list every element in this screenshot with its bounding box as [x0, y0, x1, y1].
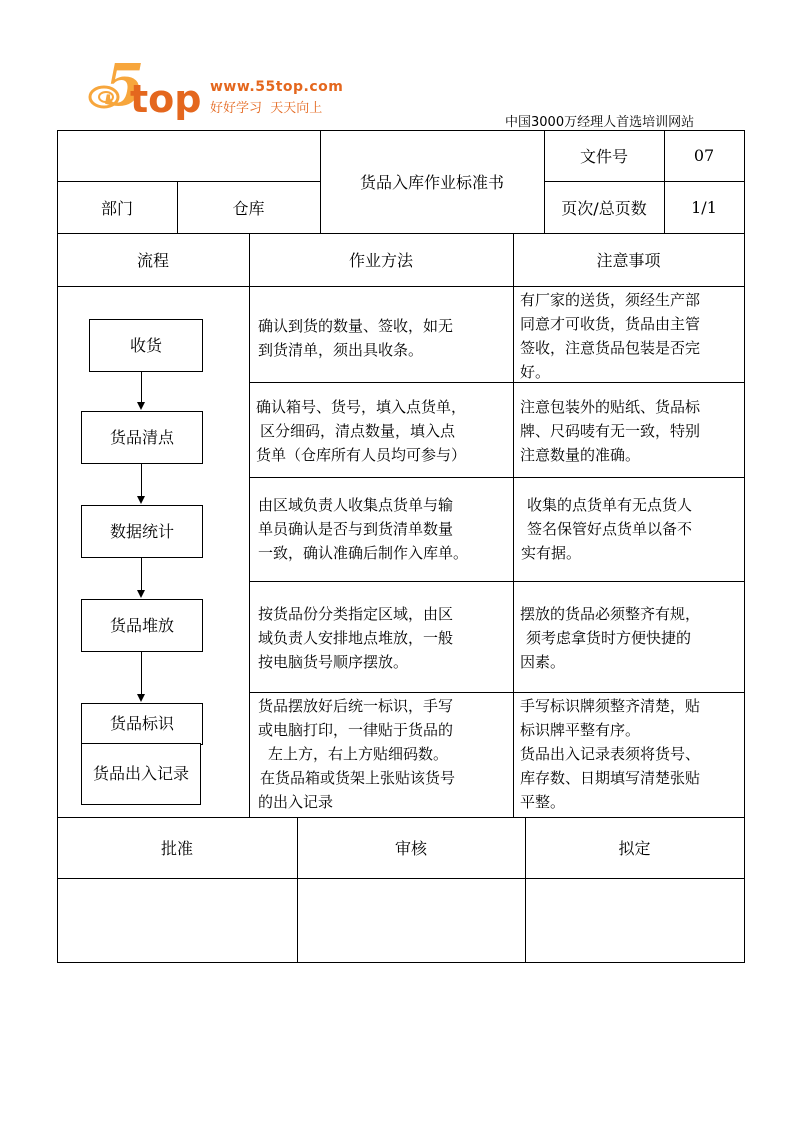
- flow-arrow: [141, 463, 142, 497]
- flow-arrow: [141, 557, 142, 591]
- draft-signature-field[interactable]: [526, 879, 744, 962]
- review-label: 审核: [394, 839, 427, 858]
- logo: [88, 51, 358, 125]
- page-value: 1/1: [691, 197, 717, 217]
- file-no-label: 文件号: [579, 147, 628, 166]
- flow-arrow-head: [137, 694, 145, 702]
- site-tagline: 中国3000万经理人首选培训网站: [505, 115, 695, 130]
- flow-arrow-head: [137, 402, 145, 410]
- flow-step: 收货: [89, 319, 203, 372]
- dept-label: 部门: [100, 198, 133, 218]
- flow-arrow: [141, 371, 142, 403]
- flow-step: 货品堆放: [81, 599, 203, 652]
- approve-label: 批准: [160, 839, 193, 858]
- notes-cell: 有厂家的送货，须经生产部 同意才可收货，货品由主管 签收，注意货品包装是否完 好。: [520, 291, 701, 381]
- notes-cell: 注意包装外的贴纸、货品标 牌、尺码唛有无一致，特别 注意数量的准确。: [520, 398, 701, 464]
- notes-cell: 摆放的货品必须整齐有规， 须考虑拿货时方便快捷的 因素。: [520, 605, 701, 671]
- method-cell: 确认到货的数量、签收，如无 到货清单，须出具收条。: [258, 317, 454, 359]
- method-cell: 由区域负责人收集点货单与输 单员确认是否与到货清单数量 一致，确认准确后制作入库单。: [258, 496, 469, 562]
- column-method: 作业方法: [348, 251, 413, 270]
- notes-cell: 手写标识牌须整齐清楚，贴 标识牌平整有序。 货品出入记录表须将货号、 库存数、日期填写清楚张贴 平整。: [520, 697, 701, 811]
- logo-five: 5: [104, 51, 145, 119]
- page-label: 页次/总页数: [561, 198, 647, 218]
- review-signature-field[interactable]: [298, 879, 525, 962]
- flow-arrow-head: [137, 590, 145, 598]
- column-flow: 流程: [136, 251, 169, 270]
- approve-signature-field[interactable]: [58, 879, 297, 962]
- flow-step: 货品清点: [81, 411, 203, 464]
- flow-step: 数据统计: [81, 505, 203, 558]
- flow-arrow: [141, 651, 142, 695]
- method-cell: 货品摆放好后统一标识，手写 或电脑打印，一律贴于货品的 左上方，右上方贴细码数。 在货品箱或货架上张贴该货号 的出入记录: [258, 697, 456, 811]
- draft-label: 拟定: [618, 839, 651, 858]
- method-cell: 按货品份分类指定区域，由区 域负责人安排地点堆放，一般 按电脑货号顺序摆放。: [258, 605, 454, 671]
- dept-value: 仓库: [232, 198, 265, 218]
- flow-step: 货品出入记录: [81, 743, 201, 805]
- flow-step: 货品标识: [81, 703, 203, 745]
- flow-arrow-head: [137, 496, 145, 504]
- document-title: 货品入库作业标准书: [359, 173, 504, 192]
- logo-url: www.55top.com: [210, 79, 344, 95]
- logo-slogan: 好好学习 天天向上: [210, 101, 323, 116]
- column-notes: 注意事项: [596, 251, 661, 270]
- logo-top: top: [130, 77, 202, 121]
- method-cell: 确认箱号、货号，填入点货单， 区分细码，清点数量，填入点 货单（仓库所有人员均可参与）: [256, 398, 467, 464]
- notes-cell: 收集的点货单有无点货人 签名保管好点货单以备不 实有据。: [521, 496, 693, 562]
- file-no-value: 07: [693, 146, 715, 165]
